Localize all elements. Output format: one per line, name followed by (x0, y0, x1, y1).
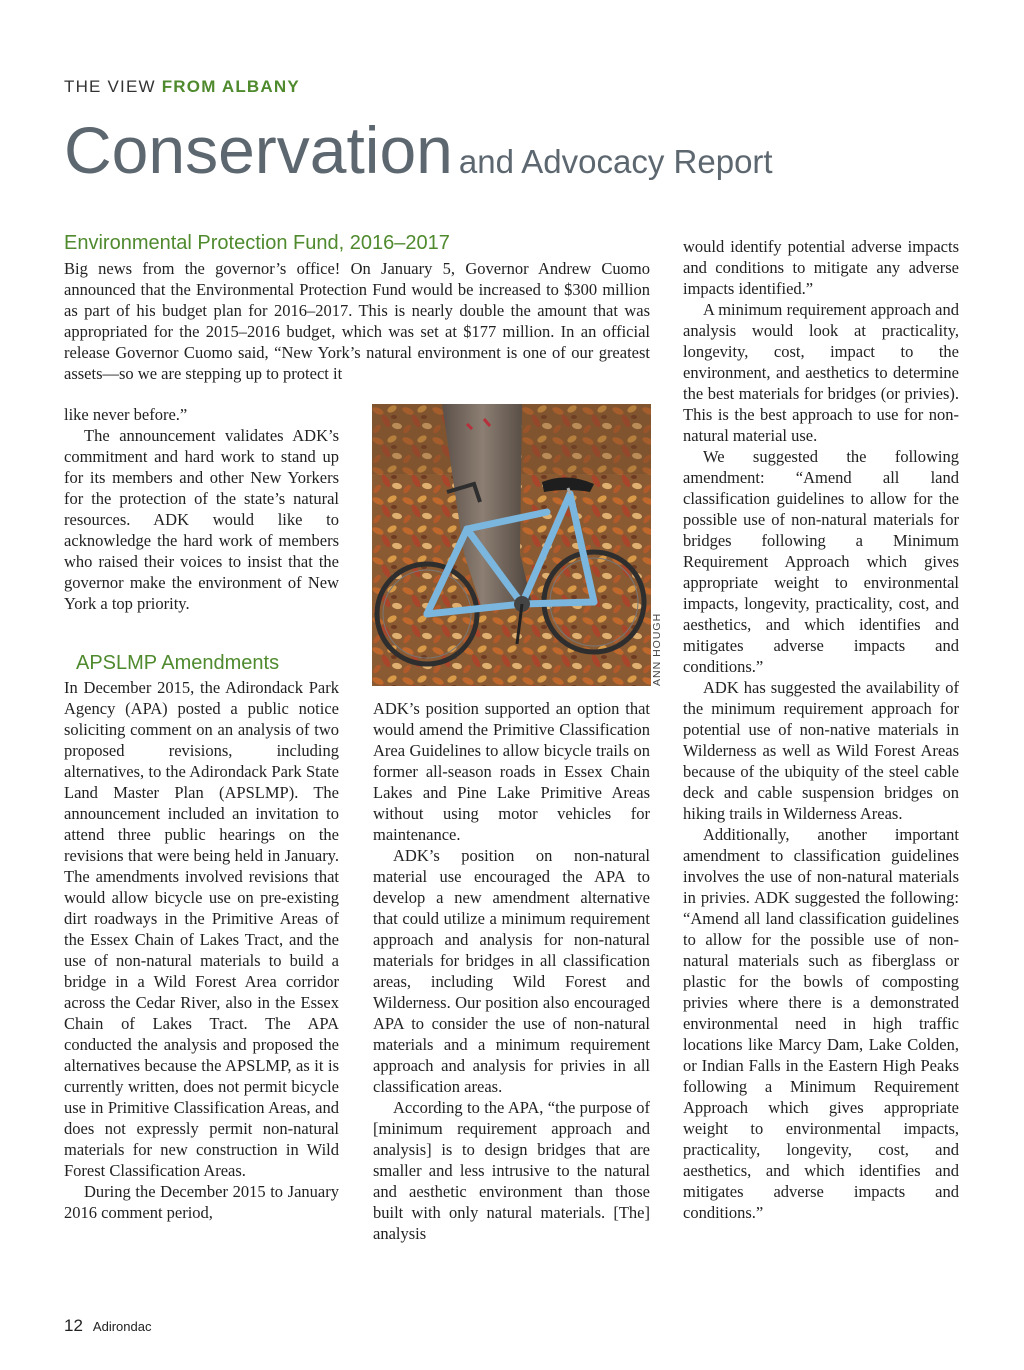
apslmp-col3-p4: ADK has suggested the availability of the minimum requirement approach for potential use of non-native materials in Wilderness as well as Wild Forest Areas because of the ubiquity of the steel cable deck and cable suspension bridges on hiking trails in Wilderness Areas. (683, 678, 959, 823)
epf-para2: The announcement validates ADK’s commitment and hard work to stand up for its members and other New Yorkers for the protection of the state’s natural resources. ADK would like to acknowledge the hard work of members who raised their voices to insist that the governor make the environment of New York a top priority. (64, 426, 339, 613)
epf-intro-block (64, 258, 650, 384)
photo-credit: ANN HOUGH (651, 612, 663, 686)
apslmp-col1-p1: In December 2015, the Adirondack Park Agency (APA) posted a public notice soliciting comment on an analysis of two proposed revisions, including alternatives, to the Adirondack Park State Land Master Plan (APSLMP). The announcement included an invitation to attend three public hearings on the revisions that were being held in January. The amendments involved revisions that would allow bicycle use on pre-existing dirt roadways in the Primitive Areas of the Essex Chain of Lakes Tract, and the use of non-natural materials to build a bridge in a Wild Forest Area corridor across the Cedar River, also in the Essex Chain of Lakes Tract. The APA conducted the analysis and proposed the alternatives because the APSLMP, as it is currently written, does not permit bicycle use in Primitive Classification Areas, and does not expressly permit non-natural materials for new construction in Wild Forest Classification Areas. (64, 678, 339, 1180)
epf-intro: Big news from the governor’s office! On January 5, Governor Andrew Cuomo announced that the Environmental Protection Fund would be increased to $300 million as part of his budget plan for 2016–2017. This is nearly double the amount that was appropriated for the 2015–2016 budget, which was set at $177 million. In an official release Governor Cuomo said, “New York’s natural environment is one of our greatest assets—so we are stepping up to protect it (64, 259, 650, 383)
apslmp-col2-p2: ADK’s position on non-natural material use encouraged the APA to develop a new amendment alternative that could utilize a minimum requirement approach and analysis for non-natural materials for bridges in all classification areas, including Wild Forest and Wilderness. Our position also encouraged APA to consider the use of non-natural materials and a minimum requirement approach and analysis for privies in all classification areas. (373, 846, 650, 1096)
epf-continued: like never before.” (64, 405, 188, 424)
apslmp-heading: APSLMP Amendments (76, 652, 280, 674)
kicker-view: THE VIEW (64, 77, 156, 96)
column-2 (373, 698, 650, 1244)
title-sub: and Advocacy Report (458, 143, 773, 180)
epf-heading: Environmental Protection Fund, 2016–2017 (64, 232, 450, 254)
page-footer (64, 1316, 151, 1336)
apslmp-col3-p2: A minimum requirement approach and analysis would look at practicality, longevity, cost, impact to the environment, and aesthetics to determine the best materials for bridges (or privies). This is the best approach to use for non-natural material use. (683, 300, 959, 445)
column-1-bottom (64, 677, 339, 1223)
kicker-albany: FROM ALBANY (161, 77, 300, 96)
apslmp-col3-p3: We suggested the following amendment: “Amend all land classification guidelines to allow for the possible use of non-natural materials for bridges following a Minimum Requirement Approach which gives appropriate weight to environmental impacts, longevity, practicality, cost, and aesthetics, and which identifies and mitigates adverse impacts and conditions.” (683, 447, 959, 676)
apslmp-col3-p1: would identify potential adverse impacts and conditions to mitigate any adverse impacts identified.” (683, 237, 959, 298)
page-number: 12 (64, 1316, 83, 1335)
section-kicker (64, 77, 300, 97)
apslmp-col1-p2: During the December 2015 to January 2016 comment period, (64, 1182, 339, 1222)
apslmp-col3-p5: Additionally, another important amendment to classification guidelines involves the use of non-natural materials in privies. ADK suggested the following: “Amend all land classification guidelines to allow for the possible use of non-natural materials such as fiberglass or plastic for the bowls of composting privies where there is a demonstrated environmental need in high traffic locations like Marcy Dam, Lake Colden, or Indian Falls in the Eastern High Peaks following a Minimum Requirement Approach which gives appropriate weight to environmental impacts, practicality, longevity, cost, and aesthetics, and which identifies and mitigates adverse impacts and conditions.” (683, 825, 959, 1222)
page-title (64, 112, 773, 188)
bicycle-photo (372, 404, 651, 686)
column-1-top (64, 404, 339, 614)
column-3 (683, 236, 959, 1223)
publication-name: Adirondac (92, 1319, 152, 1334)
apslmp-col2-p3: According to the APA, “the purpose of [minimum requirement approach and analysis] is to design bridges that are smaller and less intrusive to the natural and aesthetic environment than those built with only natural materials. [The] analysis (373, 1098, 650, 1243)
apslmp-col2-p1: ADK’s position supported an option that would amend the Primitive Classification Area Guidelines to allow bicycle trails on former all-season roads in Essex Chain Lakes and Pine Lake Primitive Areas without using motor vehicles for maintenance. (373, 699, 650, 844)
title-main: Conservation (64, 113, 453, 187)
